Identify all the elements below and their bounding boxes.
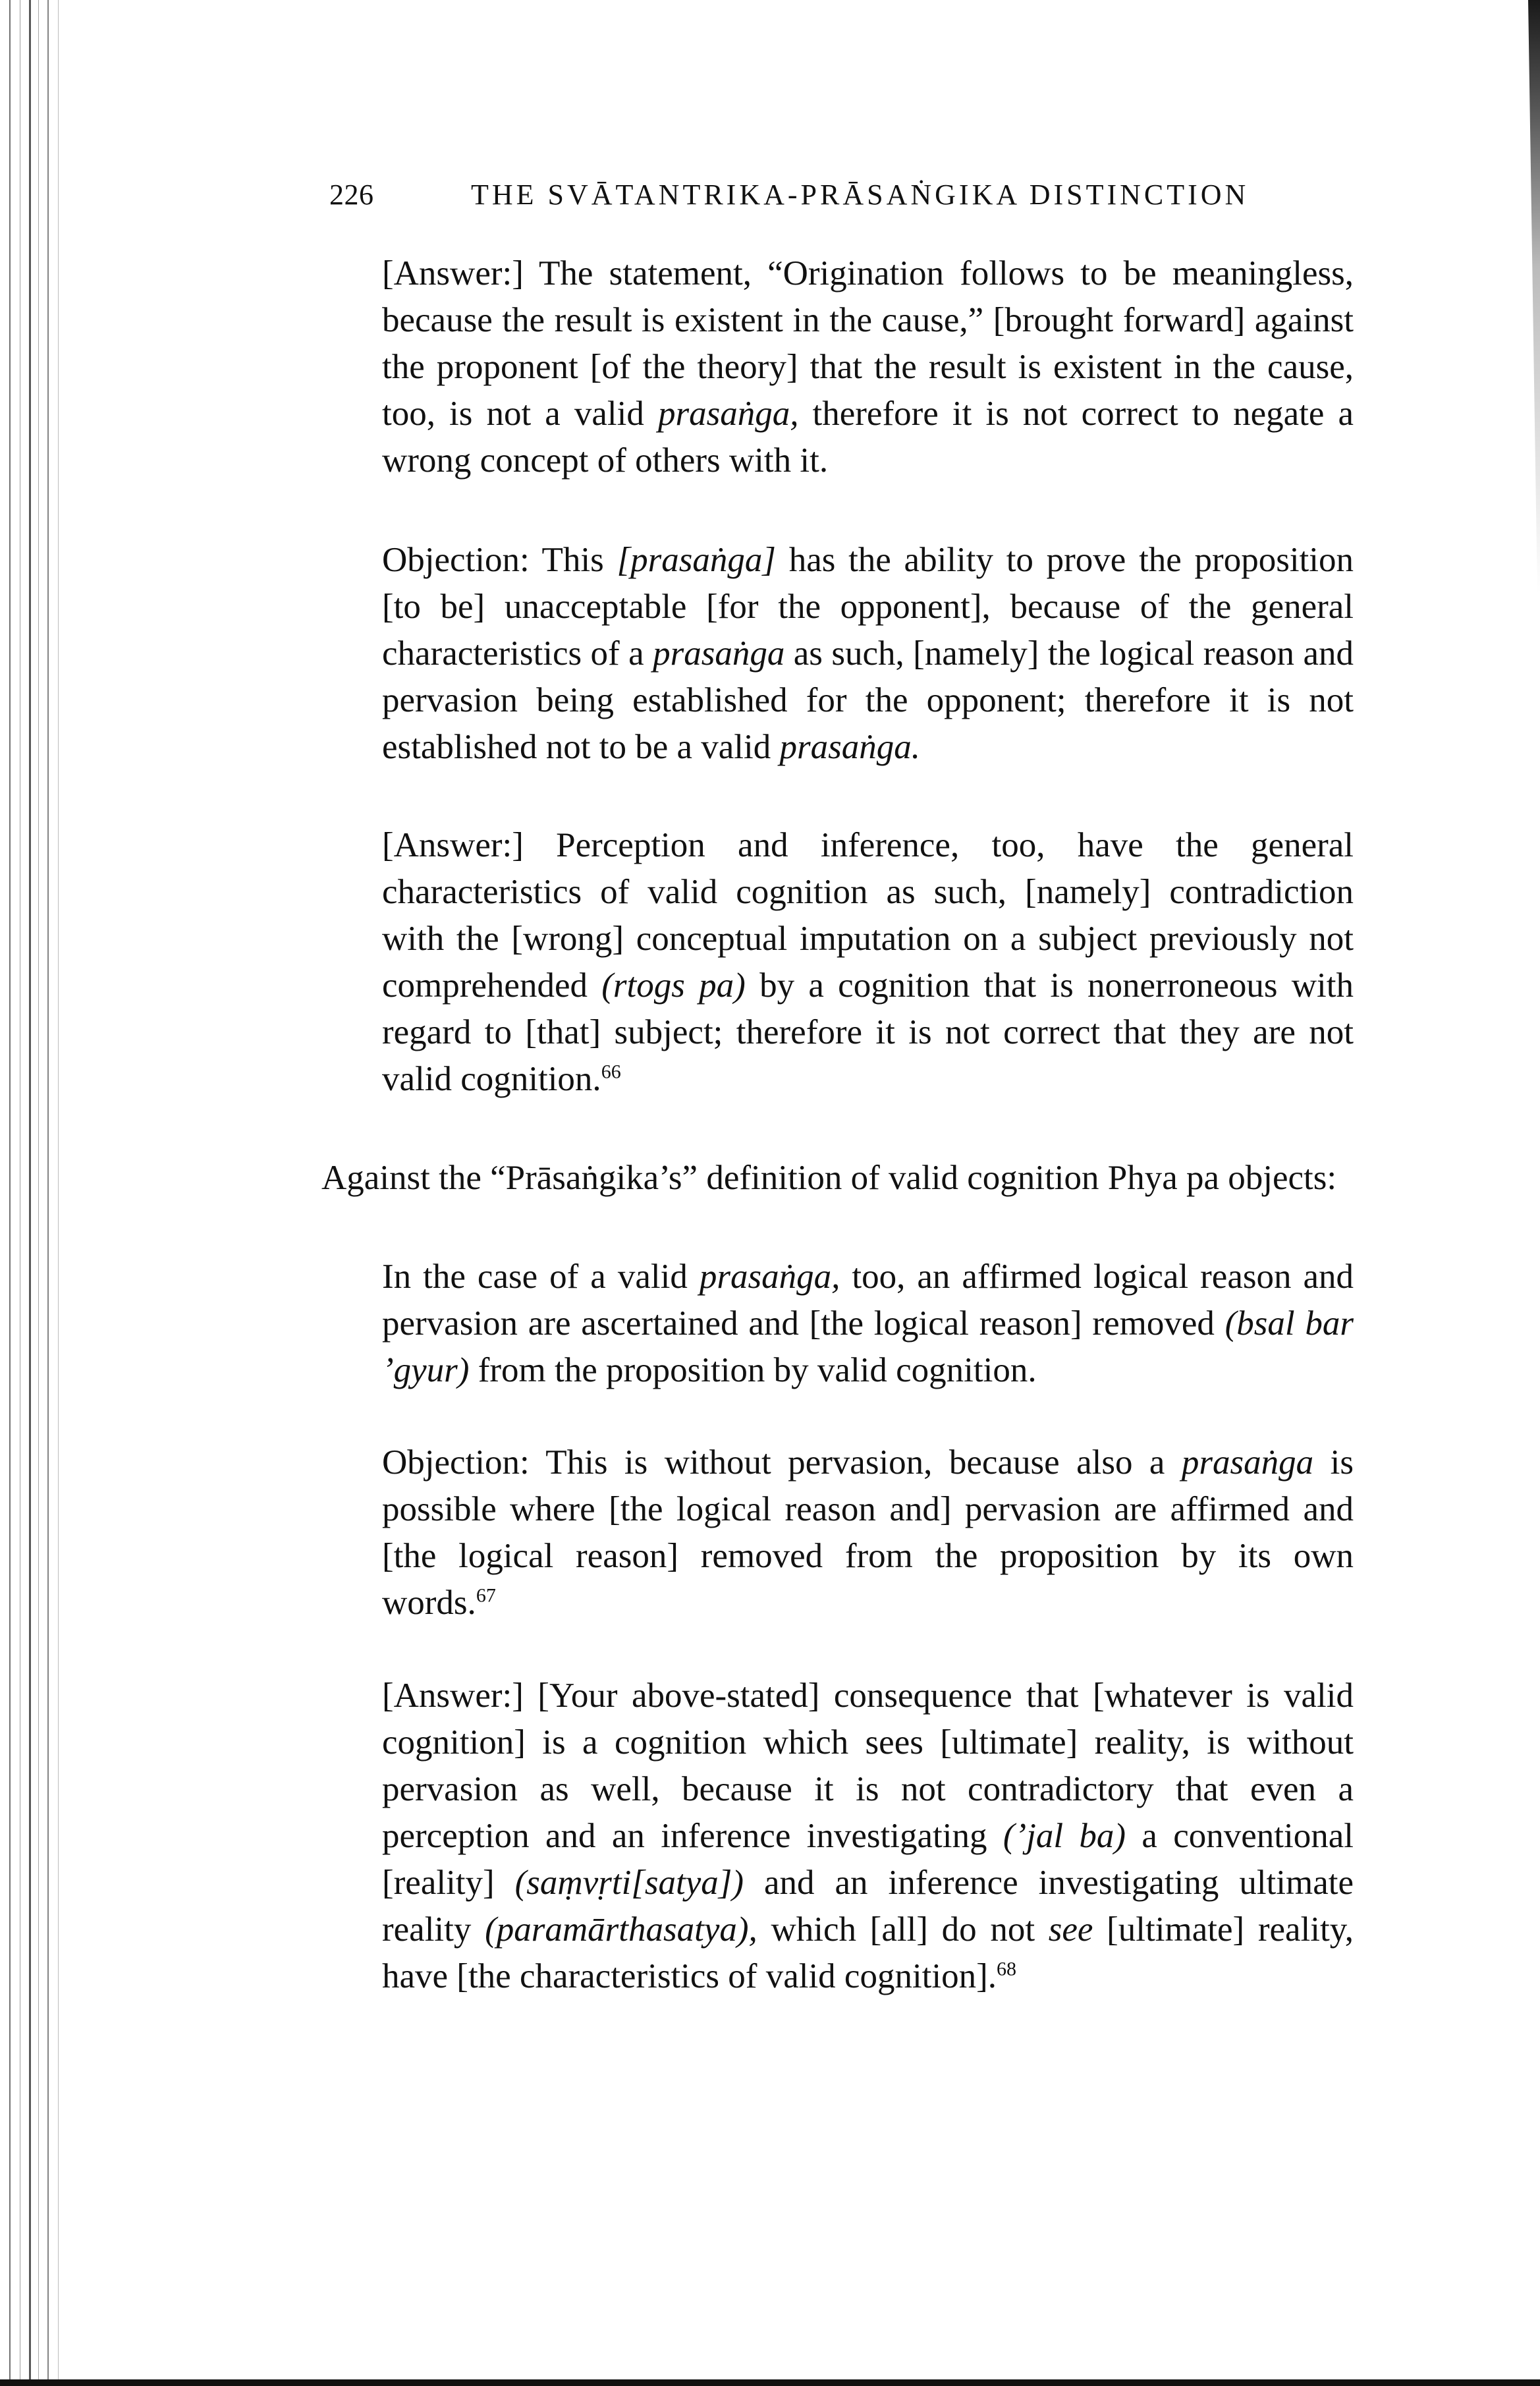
paragraph-objection-1: Objection: This [prasaṅga] has the ability to prove the proposition [to be] unacceptable [for the opponent], because of the general characteristics of a prasaṅga as such, [namely] the logical reason and pervasion being established for the opponent; therefore it is not established not to be a valid prasaṅga. (382, 541, 1354, 766)
scan-shadow-edge (1514, 0, 1540, 593)
paragraph-answer-2: [Answer:] Perception and inference, too, have the general characteristics of valid cognition as such, [namely] contradiction with the [wrong] conceptual imputation on a subject previously not comprehended (rtogs pa) by a cognition that is nonerroneous with regard to [that] subject; therefore it is not correct that they are not valid cognition.$^{66}$ (382, 826, 1354, 1098)
running-title: THE SVĀTANTRIKA-PRĀSAṄGIKA DISTINCTION (471, 179, 1250, 211)
scan-bottom-edge (0, 2379, 1540, 2386)
page-number: 226 (329, 179, 374, 211)
page-header (329, 165, 1344, 217)
paragraph-answer-3: [Answer:] [Your above-stated] consequence that [whatever is valid cognition] is a cognition which sees [ultimate] reality, is without pervasion as well, because it is not contradictory that even a perception and an inference investigating (’jal ba) a conventional [reality] (saṃvṛti[satya]) and an inference investigating ultimate reality (paramārthasatya), which [all] do not see [ultimate] reality, have [the characteristics of valid cognition].$^{68}$ (382, 1677, 1354, 1995)
paragraph-answer-1: [Answer:] The statement, “Origination follows to be meaningless, because the result is existent in the cause,” [brought forward] against the proponent [of the theory] that the result is existent in the cause, too, is not a valid prasaṅga, therefore it is not correct to negate a wrong concept of others with it. (382, 254, 1354, 480)
paragraph-objection-2: Objection: This is without pervasion, because also a prasaṅga is possible where [the logical reason and] pervasion are affirmed and [the logical reason] removed from the proposition by its own words.$^{67}$ (382, 1443, 1354, 1622)
scan-binding-edge (0, 0, 72, 2386)
paragraph-intro: Against the “Prāsaṅgika’s” definition of valid cognition Phya pa objects: (321, 1159, 1337, 1197)
paragraph-quote-1: In the case of a valid prasaṅga, too, an affirmed logical reason and pervasion are ascertained and [the logical reason] removed (bsal bar ’gyur) from the proposition by valid cognition. (382, 1258, 1354, 1389)
